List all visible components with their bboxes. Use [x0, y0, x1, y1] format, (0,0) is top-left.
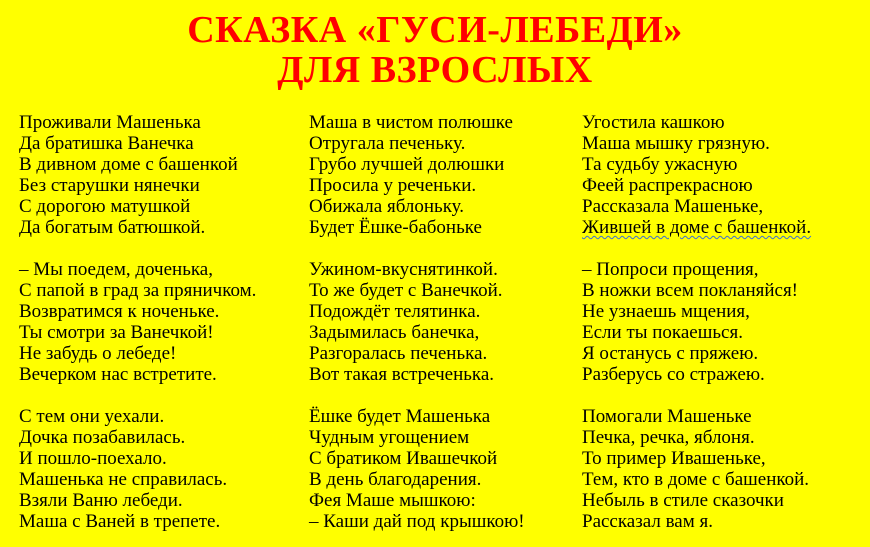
verse-line: Угостила кашкою [582, 112, 725, 133]
verse-line: Проживали Машенька [19, 112, 201, 133]
verse-line: Ужином-вкуснятинкой. [309, 259, 498, 280]
stanza [309, 406, 525, 532]
verse-line: И пошло-поехало. [19, 448, 167, 469]
verse-line: – Попроси прощения, [582, 259, 759, 280]
verse-line: С братиком Ивашечкой [309, 448, 498, 469]
verse-line: Тем, кто в доме с башенкой. [582, 469, 810, 490]
spellcheck-underlined-line: Жившей в доме с башенкой. [582, 217, 812, 238]
verse-line: Чудным угощением [309, 427, 470, 448]
verse-line: То пример Ивашеньке, [582, 448, 766, 469]
poem-column-1 [19, 112, 256, 532]
verse-line: Не узнаешь мщения, [582, 301, 750, 322]
verse-line: Ёшке будет Машенька [309, 406, 491, 427]
stanza [582, 259, 811, 385]
verse-line: Печка, речка, яблоня. [582, 427, 755, 448]
verse-line: Рассказал вам я. [582, 511, 713, 532]
verse-line: Маша в чистом полюшке [309, 112, 513, 133]
stanza [19, 259, 256, 385]
verse-line: Маша с Ваней в трепете. [19, 511, 221, 532]
verse-line: Вот такая встреченька. [309, 364, 495, 385]
verse-line: Ты смотри за Ванечкой! [19, 322, 214, 343]
verse-line: В ножки всем покланяйся! [582, 280, 799, 301]
poem-column-3 [582, 112, 811, 532]
verse-line: Отругала печеньку. [309, 133, 466, 154]
title-line-2: ДЛЯ ВЗРОСЛЫХ [277, 49, 593, 91]
verse-line: Задымилась банечка, [309, 322, 480, 343]
verse-line: Та судьбу ужасную [582, 154, 738, 175]
stanza [582, 112, 811, 238]
verse-line: – Каши дай под крышкою! [309, 511, 525, 532]
poem-column-2 [309, 112, 525, 532]
verse-line: Фея Маше мышкою: [309, 490, 476, 511]
stanza [19, 112, 256, 238]
verse-line: Машенька не справилась. [19, 469, 228, 490]
verse-line: Феей распрекрасною [582, 175, 753, 196]
verse-line: Да братишка Ванечка [19, 133, 194, 154]
verse-line: Да богатым батюшкой. [19, 217, 206, 238]
verse-line: В день благодарения. [309, 469, 482, 490]
verse-line: Вечерком нас встретите. [19, 364, 217, 385]
verse-line: Маша мышку грязную. [582, 133, 770, 154]
verse-line: Взяли Ваню лебеди. [19, 490, 183, 511]
poem-title [0, 10, 870, 90]
verse-line: Обижала яблоньку. [309, 196, 465, 217]
verse-line: С дорогою матушкой [19, 196, 191, 217]
verse-line: В дивном доме с башенкой [19, 154, 238, 175]
verse-line: С папой в град за пряничком. [19, 280, 257, 301]
verse-line: Подождёт телятинка. [309, 301, 481, 322]
verse-line: Просила у реченьки. [309, 175, 477, 196]
verse-line: Помогали Машеньке [582, 406, 752, 427]
verse-line: Будет Ёшке-бабоньке [309, 217, 482, 238]
title-line-1: СКАЗКА «ГУСИ-ЛЕБЕДИ» [187, 9, 683, 51]
stanza [309, 112, 525, 238]
verse-line: С тем они уехали. [19, 406, 165, 427]
stanza [309, 259, 525, 385]
verse-line: То же будет с Ванечкой. [309, 280, 503, 301]
verse-line: Дочка позабавилась. [19, 427, 186, 448]
verse-line: Разгоралась печенька. [309, 343, 488, 364]
verse-line: Рассказала Машеньке, [582, 196, 764, 217]
verse-line: Не забудь о лебеде! [19, 343, 177, 364]
verse-line: Грубо лучшей долюшки [309, 154, 505, 175]
verse-line: Небыль в стиле сказочки [582, 490, 784, 511]
stanza [582, 406, 811, 532]
stanza [19, 406, 256, 532]
verse-line: Разберусь со стражею. [582, 364, 765, 385]
verse-line: Без старушки нянечки [19, 175, 200, 196]
verse-line: Возвратимся к ноченьке. [19, 301, 220, 322]
verse-line: – Мы поедем, доченька, [19, 259, 213, 280]
verse-line: Если ты покаешься. [582, 322, 743, 343]
verse-line: Я останусь с пряжею. [582, 343, 759, 364]
